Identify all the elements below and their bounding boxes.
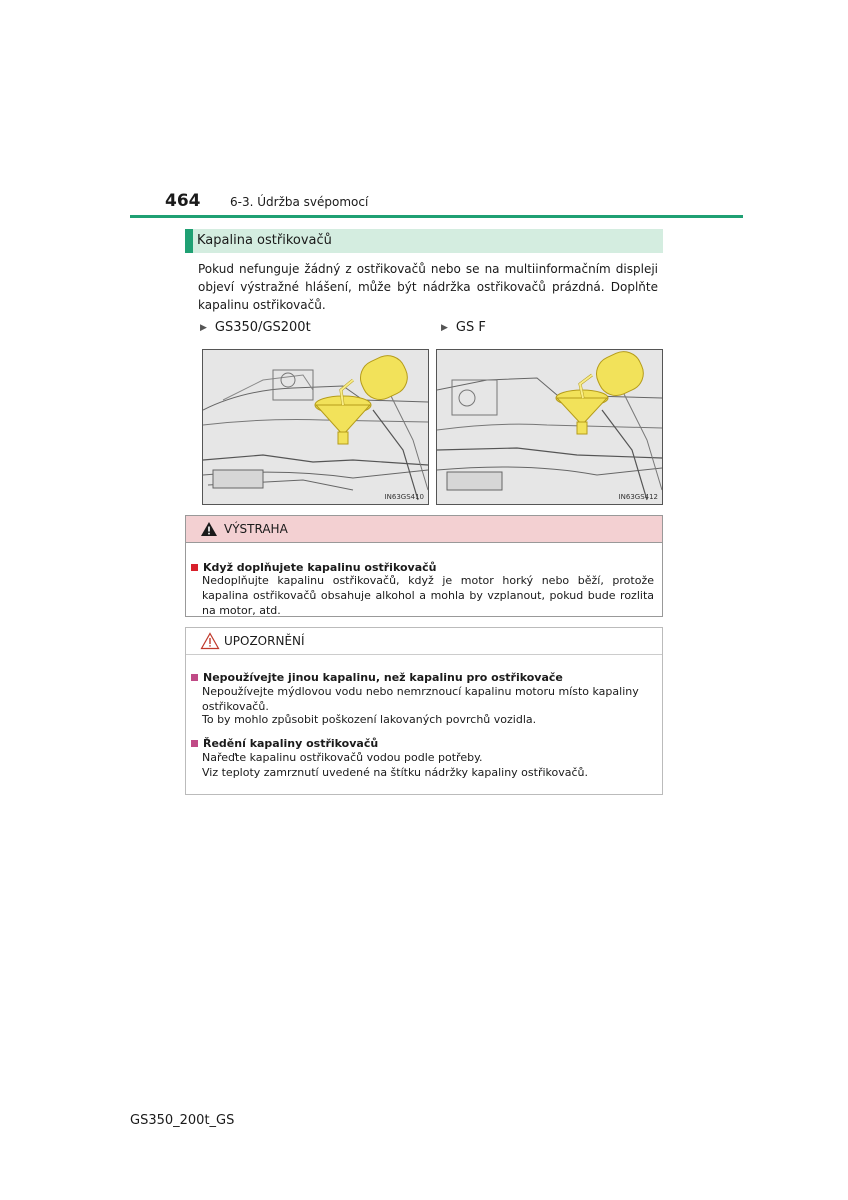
caution-item-title: Nepoužívejte jinou kapalinu, než kapalinu pro ostřikovače xyxy=(203,671,563,684)
triangle-bullet-icon: ▶ xyxy=(200,323,207,333)
square-bullet-icon xyxy=(191,564,198,571)
caution-item-title: Ředění kapaliny ostřikovačů xyxy=(203,737,379,750)
footer-model-code: GS350_200t_GS xyxy=(130,1113,235,1128)
warning-triangle-icon xyxy=(200,521,218,537)
caution-item-2 xyxy=(191,732,378,751)
square-bullet-icon xyxy=(191,674,198,681)
caution-item-body: To by mohlo způsobit poškození lakovaných povrchů vozidla. xyxy=(202,713,537,726)
caution-triangle-icon xyxy=(200,632,220,650)
warning-heading: VÝSTRAHA xyxy=(224,522,288,536)
caution-heading: UPOZORNĚNÍ xyxy=(224,634,305,648)
image-code: IN63GS410 xyxy=(384,493,424,501)
topic-title: Kapalina ostřikovačů xyxy=(197,233,332,248)
caution-header xyxy=(186,628,662,655)
warning-header xyxy=(186,516,662,543)
caution-item-body: Nařeďte kapalinu ostřikovačů vodou podle potřeby. xyxy=(202,751,483,764)
warning-item-body: Nedoplňujte kapalinu ostřikovačů, když je motor horký nebo běží, protože kapalina ostřikovačů obsahuje alkohol a mohla by vzplanout, pokud bude rozlita na motor, atd. xyxy=(202,574,654,617)
engine-bay-illustration-gs350 xyxy=(202,349,429,505)
engine-bay-drawing xyxy=(437,350,662,504)
caution-item-1 xyxy=(191,666,563,685)
caution-item-body: Viz teploty zamrznutí uvedené na štítku nádržky kapaliny ostřikovačů. xyxy=(202,766,589,779)
caution-item-body: Nepoužívejte mýdlovou vodu nebo nemrznoucí kapalinu motoru místo kapaliny ostřikovačů. xyxy=(202,685,639,713)
intro-paragraph: Pokud nefunguje žádný z ostřikovačů nebo se na multiinformačním displeji objeví výstražné hlášení, může být nádržka ostřikovačů prázdná. Doplňte kapalinu ostřikovačů. xyxy=(198,262,658,312)
engine-bay-illustration-gsf xyxy=(436,349,663,505)
warning-box xyxy=(185,515,663,617)
variant-label-gsf xyxy=(441,320,486,335)
triangle-bullet-icon: ▶ xyxy=(441,323,448,333)
topic-title-bar xyxy=(185,229,663,253)
title-accent xyxy=(185,229,193,253)
variant-label-gs350 xyxy=(200,320,311,335)
image-code: IN63GS412 xyxy=(618,493,658,501)
header-rule xyxy=(130,215,743,218)
section-title: 6-3. Údržba svépomocí xyxy=(230,195,369,209)
caution-box xyxy=(185,627,663,795)
variant-text: GS350/GS200t xyxy=(214,320,311,335)
square-bullet-icon xyxy=(191,740,198,747)
page-number: 464 xyxy=(165,191,201,211)
warning-item-title: Když doplňujete kapalinu ostřikovačů xyxy=(203,561,437,574)
engine-bay-drawing xyxy=(203,350,428,504)
variant-text: GS F xyxy=(455,320,486,335)
